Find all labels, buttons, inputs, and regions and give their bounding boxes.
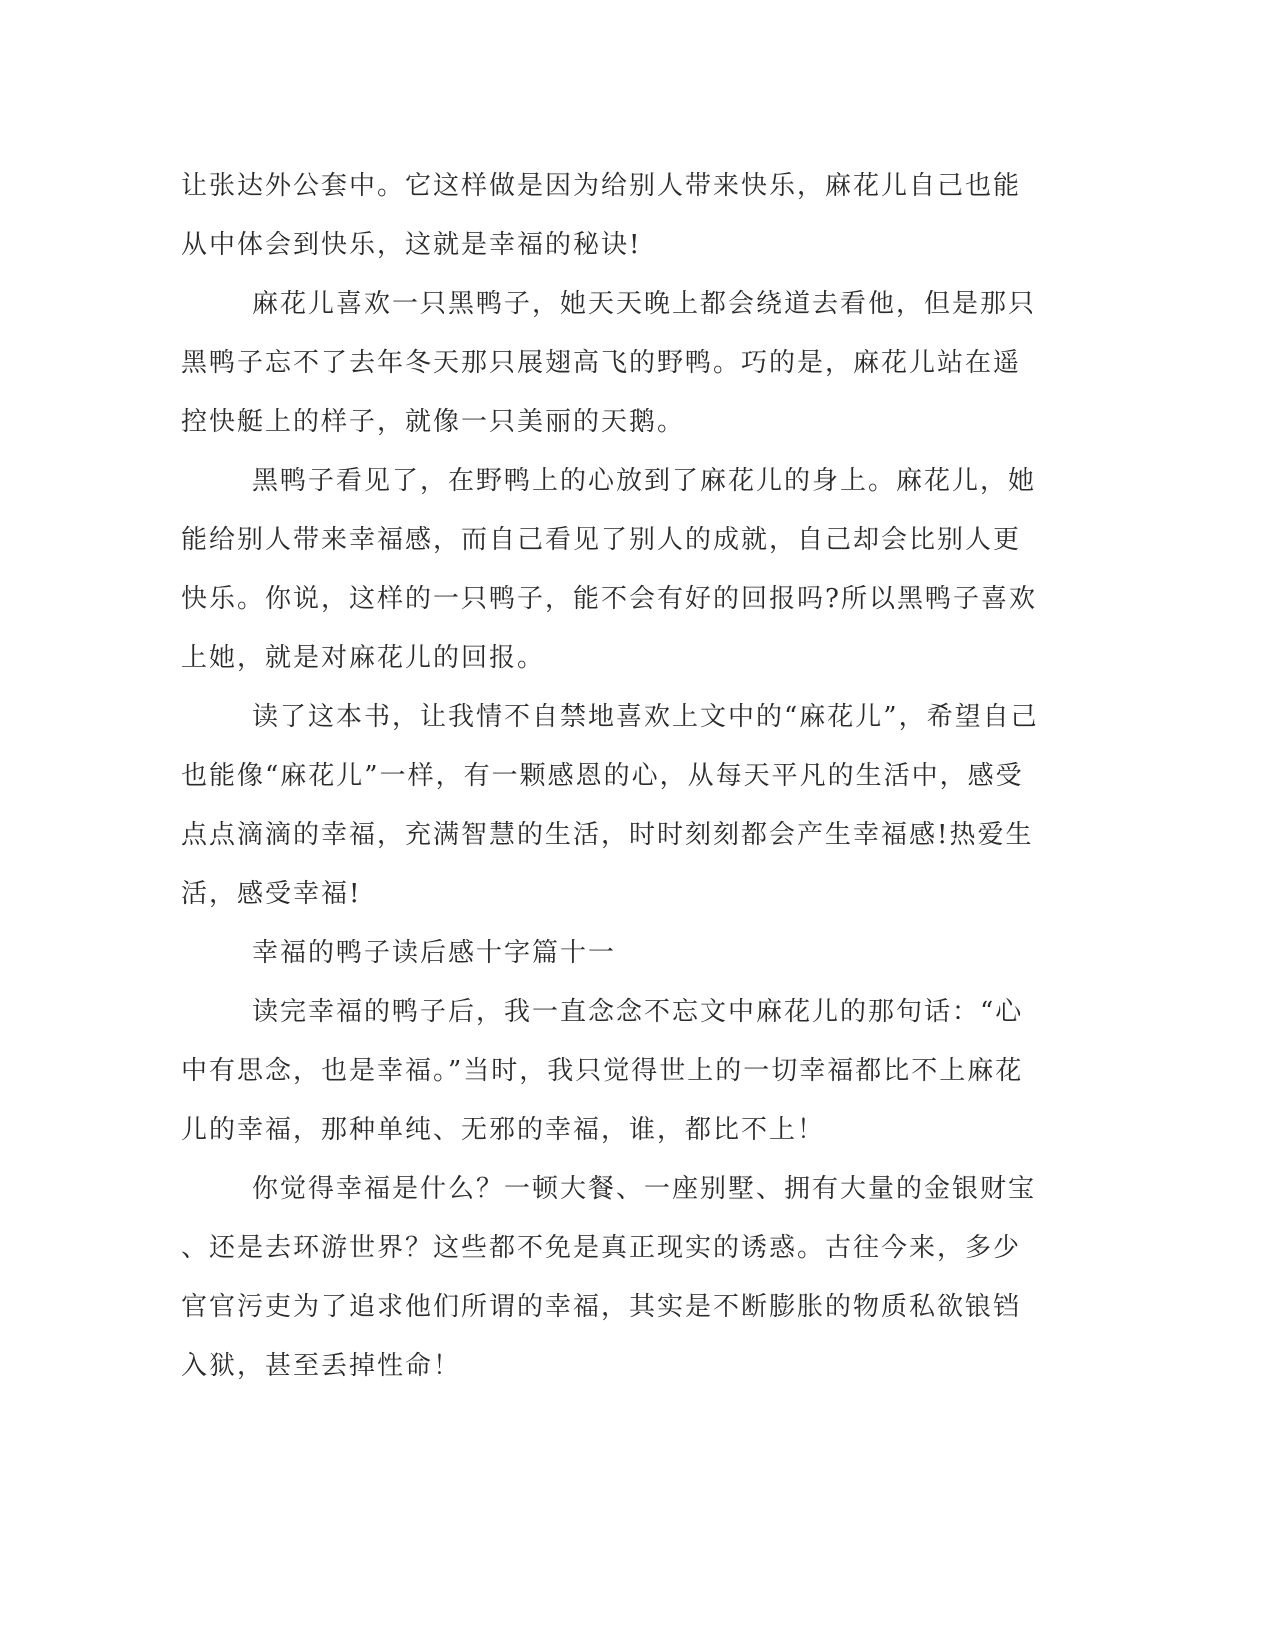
text-line: 你觉得幸福是什么？一顿大餐、一座别墅、拥有大量的金银财宝 (252, 1174, 1037, 1204)
text-line: 点点滴滴的幸福，充满智慧的生活，时时刻刻都会产生幸福感!热爱生 (181, 820, 1034, 850)
text-line: 活，感受幸福! (181, 879, 362, 909)
text-line: 控快艇上的样子，就像一只美丽的天鹅。 (181, 407, 686, 437)
text-line: 能给别人带来幸福感，而自己看见了别人的成就，自己却会比别人更 (181, 525, 1022, 555)
document-body (181, 157, 1041, 1396)
text-line: 从中体会到快乐，这就是幸福的秘诀! (181, 230, 642, 260)
text-line: 快乐。你说，这样的一只鸭子，能不会有好的回报吗?所以黑鸭子喜欢 (181, 584, 1037, 614)
paragraph-4 (181, 688, 1041, 924)
heading-line: 幸福的鸭子读后感十字篇十一 (252, 938, 617, 968)
paragraph-6 (181, 1160, 1041, 1396)
text-line: 黑鸭子看见了，在野鸭上的心放到了麻花儿的身上。麻花儿，她 (252, 466, 1037, 496)
paragraph-2 (181, 275, 1041, 452)
text-line: 麻花儿喜欢一只黑鸭子，她天天晚上都会绕道去看他，但是那只 (252, 289, 1037, 319)
paragraph-1 (181, 157, 1041, 275)
text-line: 让张达外公套中。它这样做是因为给别人带来快乐，麻花儿自己也能 (181, 171, 1022, 201)
text-line: 也能像“麻花儿”一样，有一颗感恩的心，从每天平凡的生活中，感受 (181, 761, 1024, 791)
paragraph-5 (181, 983, 1041, 1160)
text-line: 儿的幸福，那种单纯、无邪的幸福，谁，都比不上！ (181, 1115, 826, 1145)
paragraph-3 (181, 452, 1041, 688)
text-line: 读完幸福的鸭子后，我一直念念不忘文中麻花儿的那句话：“心 (252, 997, 1024, 1027)
text-line: 、还是去环游世界？这些都不免是真正现实的诱惑。古往今来，多少 (181, 1233, 1022, 1263)
text-line: 入狱，甚至丢掉性命！ (181, 1351, 462, 1381)
text-line: 黑鸭子忘不了去年冬天那只展翅高飞的野鸭。巧的是，麻花儿站在遥 (181, 348, 1022, 378)
text-line: 官官污吏为了追求他们所谓的幸福，其实是不断膨胀的物质私欲锒铛 (181, 1292, 1022, 1322)
text-line: 读了这本书，让我情不自禁地喜欢上文中的“麻花儿”，希望自己 (252, 702, 1039, 732)
text-line: 上她，就是对麻花儿的回报。 (181, 643, 546, 673)
text-line: 中有思念，也是幸福。”当时，我只觉得世上的一切幸福都比不上麻花 (181, 1056, 1024, 1086)
section-heading (181, 924, 1041, 983)
